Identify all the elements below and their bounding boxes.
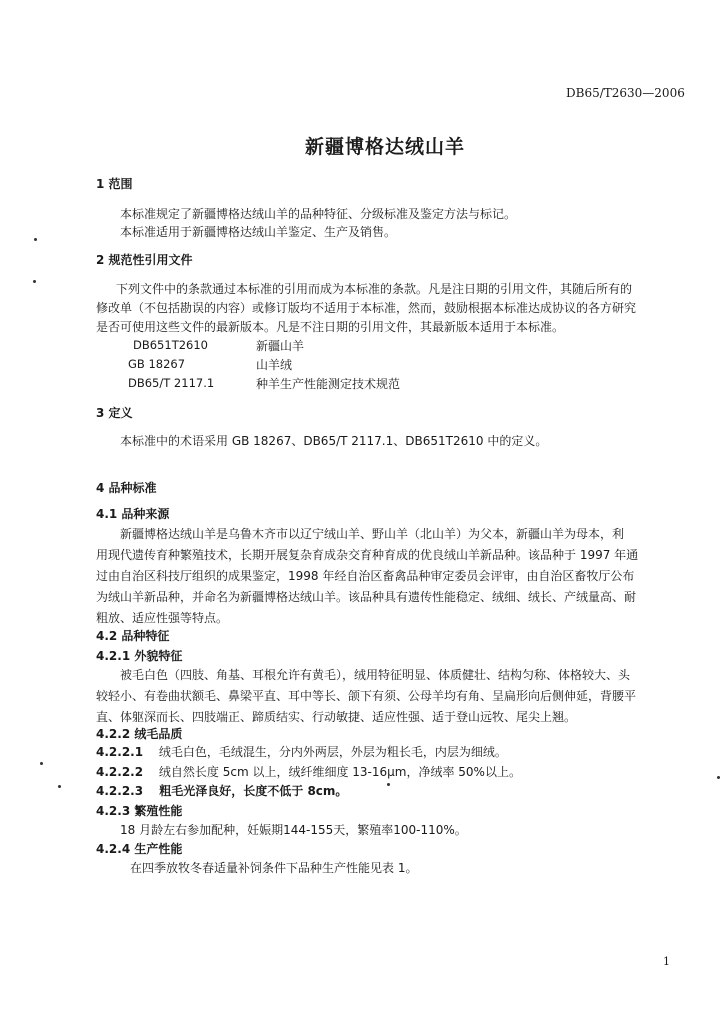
- paragraph-line: 过由自治区科技厅组织的成果鉴定，1998 年经自治区畜禽品种审定委员会评审，由自治区畜牧厅公布: [96, 569, 635, 583]
- scan-speck: [33, 280, 36, 283]
- paragraph-line: 本标准规定了新疆博格达绒山羊的品种特征、分级标准及鉴定方法与标记。: [120, 207, 517, 221]
- section-3-heading: 3 定义: [96, 406, 133, 420]
- list-item: [96, 743, 507, 760]
- paragraph-line: 较轻小、有卷曲状额毛、鼻梁平直、耳中等长、颌下有须、公母羊均有角、呈扁形向后侧伸延，背腰平: [96, 689, 637, 703]
- scan-speck: [58, 785, 61, 788]
- item-number: 4.2.2.2: [96, 765, 144, 779]
- document-title: 新疆博格达绒山羊: [305, 136, 466, 158]
- paragraph-line: 是否可使用这些文件的最新版本。凡是不注日期的引用文件，其最新版本适用于本标准。: [96, 320, 565, 334]
- paragraph-line: 新疆博格达绒山羊是乌鲁木齐市以辽宁绒山羊、野山羊（北山羊）为父本，新疆山羊为母本，利: [120, 527, 625, 541]
- section-2-heading: 2 规范性引用文件: [96, 253, 193, 267]
- item-text: 绒毛白色，毛绒混生，分内外两层，外层为粗长毛，内层为细绒。: [158, 745, 507, 759]
- reference-code: DB651T2610: [133, 338, 208, 352]
- paragraph-line: 下列文件中的条款通过本标准的引用而成为本标准的条款。凡是注日期的引用文件，其随后所有的: [116, 282, 633, 296]
- paragraph-line: 直、体躯深而长、四肢端正、蹄质结实、行动敏捷、适应性强、适于登山远牧、尾尖上翘。: [96, 710, 577, 724]
- section-4-2-heading: 4.2 品种特征: [96, 629, 170, 643]
- paragraph-line: 在四季放牧冬春适量补饲条件下品种生产性能见表 1。: [130, 861, 418, 875]
- reference-code: GB 18267: [128, 357, 186, 371]
- section-4-2-3-heading: 4.2.3 繁殖性能: [96, 804, 183, 818]
- paragraph-line: 粗放、适应性强等特点。: [96, 611, 229, 625]
- scan-speck: [40, 762, 43, 765]
- paragraph-line: 被毛白色（四肢、角基、耳根允许有黄毛），绒用特征明显、体质健壮、结构匀称、体格较大、头: [120, 668, 631, 682]
- paragraph-line: 本标准中的术语采用 GB 18267、DB65/T 2117.1、DB651T2610 中的定义。: [120, 434, 548, 448]
- item-text: 粗毛光泽良好，长度不低于 8cm。: [159, 784, 348, 798]
- reference-code: DB65/T 2117.1: [128, 376, 215, 390]
- standard-code: DB65/T2630—2006: [566, 86, 685, 100]
- reference-name: 种羊生产性能测定技术规范: [256, 377, 401, 391]
- scan-speck: [387, 783, 390, 786]
- paragraph-line: 修改单（不包括勘误的内容）或修订版均不适用于本标准，然而，鼓励根据本标准达成协议的各方研究: [96, 301, 637, 315]
- paragraph-line: 为绒山羊新品种，并命名为新疆博格达绒山羊。该品种具有遗传性能稳定、绒细、绒长、产绒量高、耐: [96, 590, 637, 604]
- item-number: 4.2.2.1: [96, 745, 144, 759]
- item-number: 4.2.2.3: [96, 784, 144, 798]
- scan-speck: [34, 238, 37, 241]
- section-4-2-1-heading: 4.2.1 外貌特征: [96, 649, 183, 663]
- section-4-2-4-heading: 4.2.4 生产性能: [96, 842, 183, 856]
- page-number: 1: [663, 955, 670, 968]
- section-4-2-2-heading: 4.2.2 绒毛品质: [96, 727, 183, 741]
- paragraph-line: 18 月龄左右参加配种，妊娠期144-155天，繁殖率100-110%。: [120, 823, 467, 837]
- list-item: [96, 763, 521, 780]
- section-1-heading: 1 范围: [96, 177, 133, 191]
- section-4-heading: 4 品种标准: [96, 481, 157, 495]
- reference-name: 山羊绒: [256, 358, 293, 372]
- reference-name: 新疆山羊: [256, 339, 305, 353]
- section-4-1-heading: 4.1 品种来源: [96, 507, 170, 521]
- item-text: 绒自然长度 5cm 以上，绒纤维细度 13-16μm，净绒率 50%以上。: [158, 765, 521, 779]
- paragraph-line: 用现代遗传育种繁殖技术，长期开展复杂育成杂交育种育成的优良绒山羊新品种。该品种于 1997 年通: [96, 548, 639, 562]
- paragraph-line: 本标准适用于新疆博格达绒山羊鉴定、生产及销售。: [120, 225, 397, 239]
- list-item: [96, 782, 347, 799]
- scan-speck: [717, 776, 720, 779]
